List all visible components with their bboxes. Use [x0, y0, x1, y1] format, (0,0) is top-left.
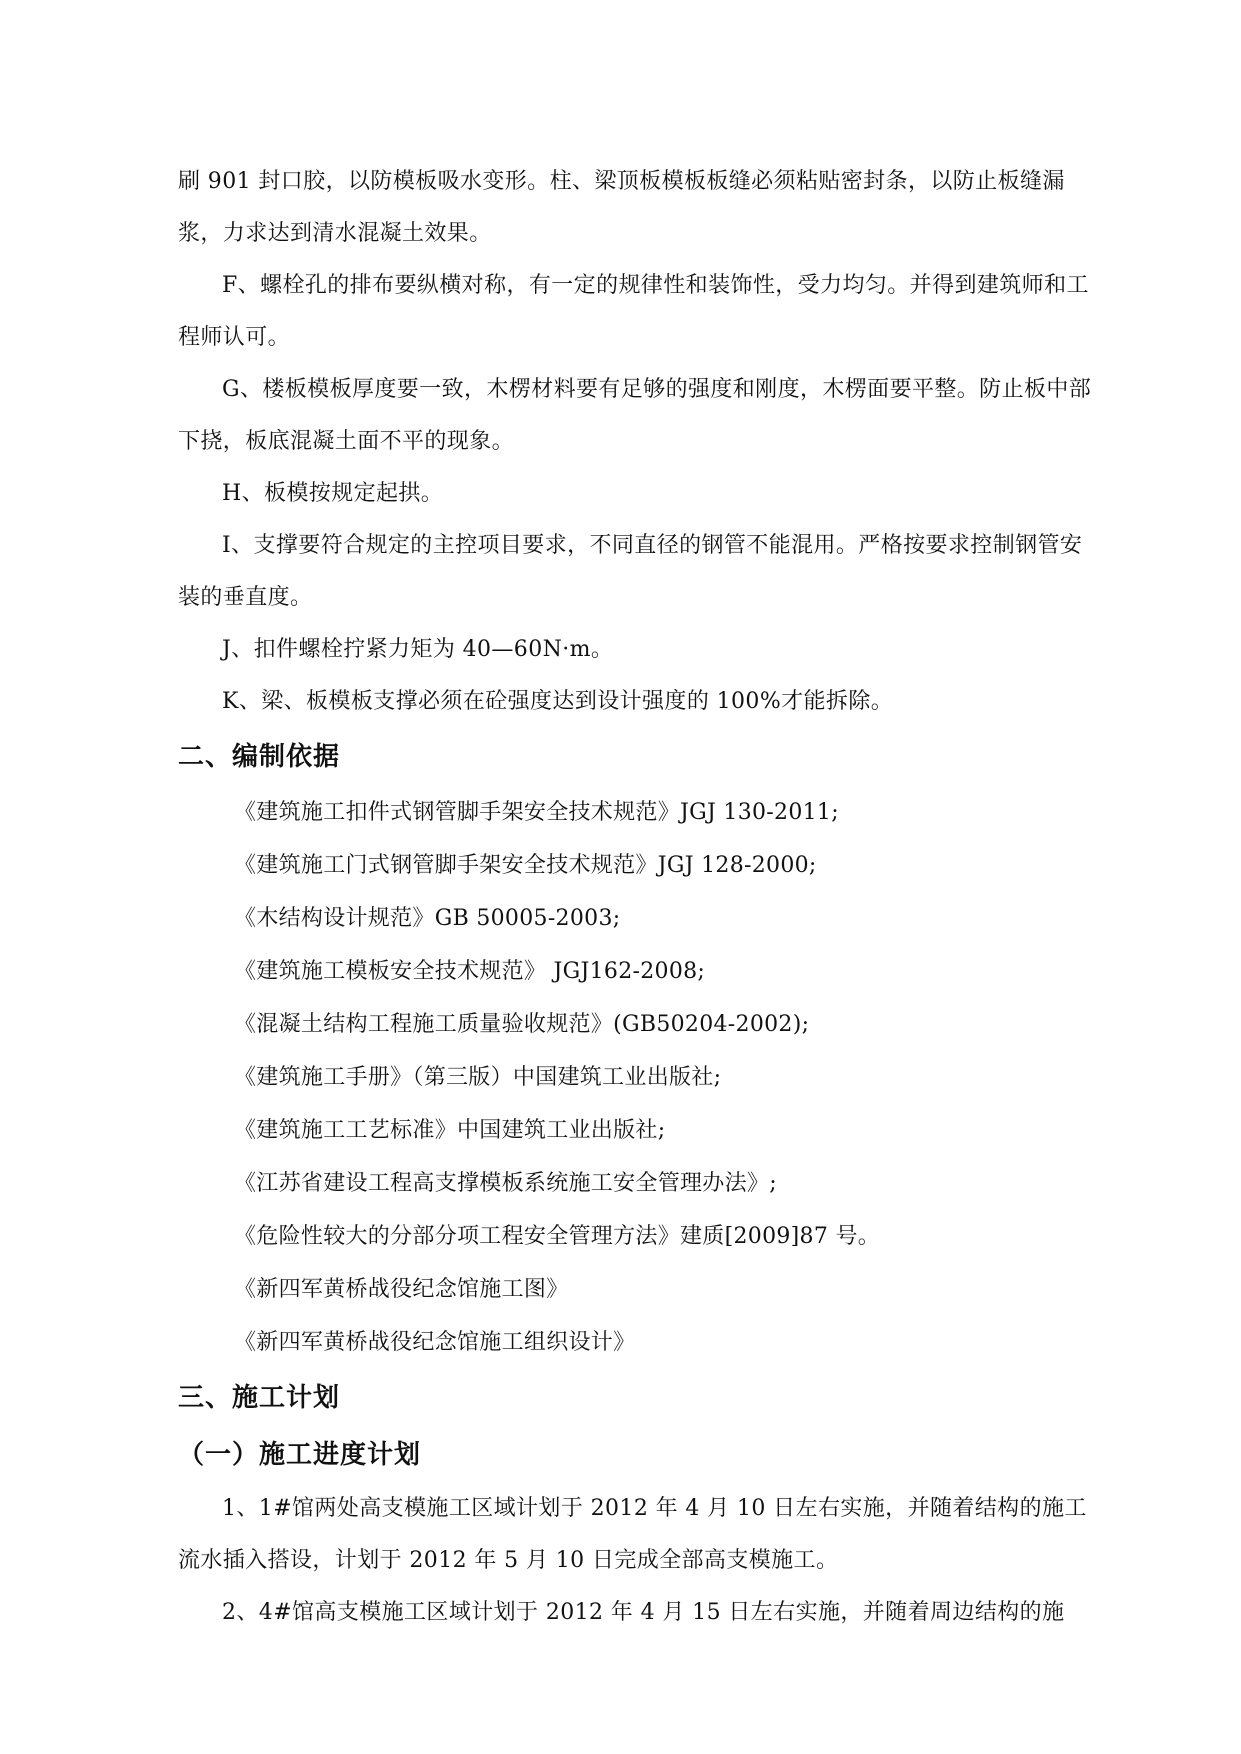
paragraph-item-k: K、梁、板模板支撑必须在砼强度达到设计强度的 100%才能拆除。 — [222, 689, 894, 714]
paragraph-item-f: F、螺栓孔的排布要纵横对称，有一定的规律性和装饰性，受力均匀。并得到建筑师和工程师认可。 — [178, 273, 1089, 350]
reference-item: 《建筑施工模板安全技术规范》 JGJ162-2008; — [234, 959, 706, 984]
paragraph-item-h: H、板模按规定起拱。 — [222, 481, 444, 506]
document-body — [178, 156, 1098, 1639]
reference-item: 《建筑施工工艺标准》中国建筑工业出版社; — [234, 1118, 666, 1143]
reference-item: 《建筑施工手册》（第三版）中国建筑工业出版社; — [234, 1065, 722, 1090]
reference-list — [178, 786, 1098, 1369]
paragraph-schedule-2: 2、4#馆高支模施工区域计划于 2012 年 4 月 15 日左右实施，并随着周边结构的施 — [222, 1600, 1065, 1625]
paragraph-schedule-1: 1、1#馆两处高支模施工区域计划于 2012 年 4 月 10 日左右实施，并随着结构的施工流水插入搭设，计划于 2012 年 5 月 10 日完成全部高支模施工。 — [178, 1496, 1087, 1573]
paragraph-item-g: G、楼板模板厚度要一致，木楞材料要有足够的强度和刚度，木楞面要平整。防止板中部下挠，板底混凝土面不平的现象。 — [178, 377, 1092, 454]
reference-item: 《危险性较大的分部分项工程安全管理方法》建质[2009]87 号。 — [234, 1224, 881, 1249]
paragraph-item-j: J、扣件螺栓拧紧力矩为 40—60N·m。 — [222, 637, 614, 662]
reference-item: 《新四军黄桥战役纪念馆施工图》 — [234, 1277, 569, 1302]
reference-item: 《木结构设计规范》GB 50005-2003; — [234, 906, 621, 931]
reference-item: 《建筑施工扣件式钢管脚手架安全技术规范》JGJ 130-2011; — [234, 800, 839, 825]
subsection-heading-schedule: （一）施工进度计划 — [178, 1440, 422, 1470]
paragraph-formwork-sealing: 刷 901 封口胶，以防模板吸水变形。柱、梁顶板模板板缝必须粘贴密封条，以防止板缝漏浆，力求达到清水混凝土效果。 — [178, 169, 1065, 246]
section-heading-plan: 三、施工计划 — [178, 1383, 341, 1413]
reference-item: 《新四军黄桥战役纪念馆施工组织设计》 — [234, 1330, 636, 1355]
paragraph-item-i: I、支撑要符合规定的主控项目要求，不同直径的钢管不能混用。严格按要求控制钢管安装的垂直度。 — [178, 533, 1083, 610]
reference-item: 《江苏省建设工程高支撑模板系统施工安全管理办法》; — [234, 1171, 777, 1196]
reference-item: 《混凝土结构工程施工质量验收规范》(GB50204-2002); — [234, 1012, 810, 1037]
section-heading-basis: 二、编制依据 — [178, 742, 341, 772]
reference-item: 《建筑施工门式钢管脚手架安全技术规范》JGJ 128-2000; — [234, 853, 817, 878]
